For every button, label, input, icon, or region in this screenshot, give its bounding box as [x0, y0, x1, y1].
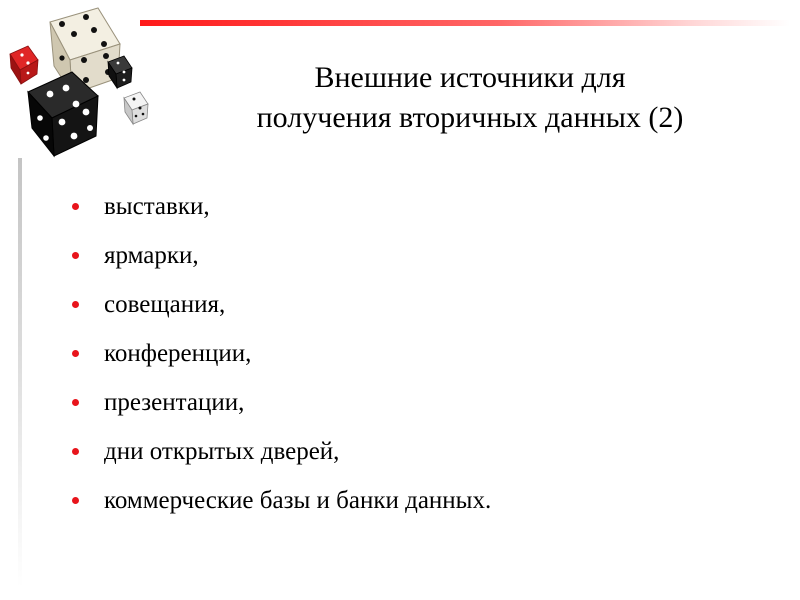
small-white-die-icon [124, 92, 148, 124]
bullet-dot-icon [72, 252, 79, 259]
bullet-dot-icon [72, 203, 79, 210]
red-die-icon [10, 46, 38, 84]
title-line-1: Внешние источники для [314, 61, 626, 94]
bullet-dot-icon [72, 399, 79, 406]
list-item-text: ярмарки, [104, 242, 199, 269]
list-item [70, 435, 491, 484]
list-item [70, 288, 491, 337]
list-item [70, 386, 491, 435]
list-item [70, 190, 491, 239]
small-dark-die-icon [108, 56, 132, 88]
list-item [70, 239, 491, 288]
list-item-text: конференции, [104, 340, 252, 367]
bullet-list [70, 190, 491, 533]
list-item-text: выставки, [104, 193, 210, 220]
list-item [70, 337, 491, 386]
bullet-dot-icon [72, 350, 79, 357]
top-decorative-rule [140, 20, 790, 26]
list-item-text: совещания, [104, 291, 226, 318]
slide-title [150, 58, 790, 138]
list-item [70, 484, 491, 533]
bullet-dot-icon [72, 448, 79, 455]
list-item-text: коммерческие базы и банки данных. [104, 487, 492, 514]
list-item-text: дни открытых дверей, [104, 438, 340, 465]
list-item-text: презентации, [104, 389, 245, 416]
bullet-dot-icon [72, 497, 79, 504]
bullet-dot-icon [72, 301, 79, 308]
left-decorative-rule [18, 158, 22, 588]
title-line-2: получения вторичных данных (2) [256, 101, 684, 134]
dice-illustration [0, 0, 170, 160]
